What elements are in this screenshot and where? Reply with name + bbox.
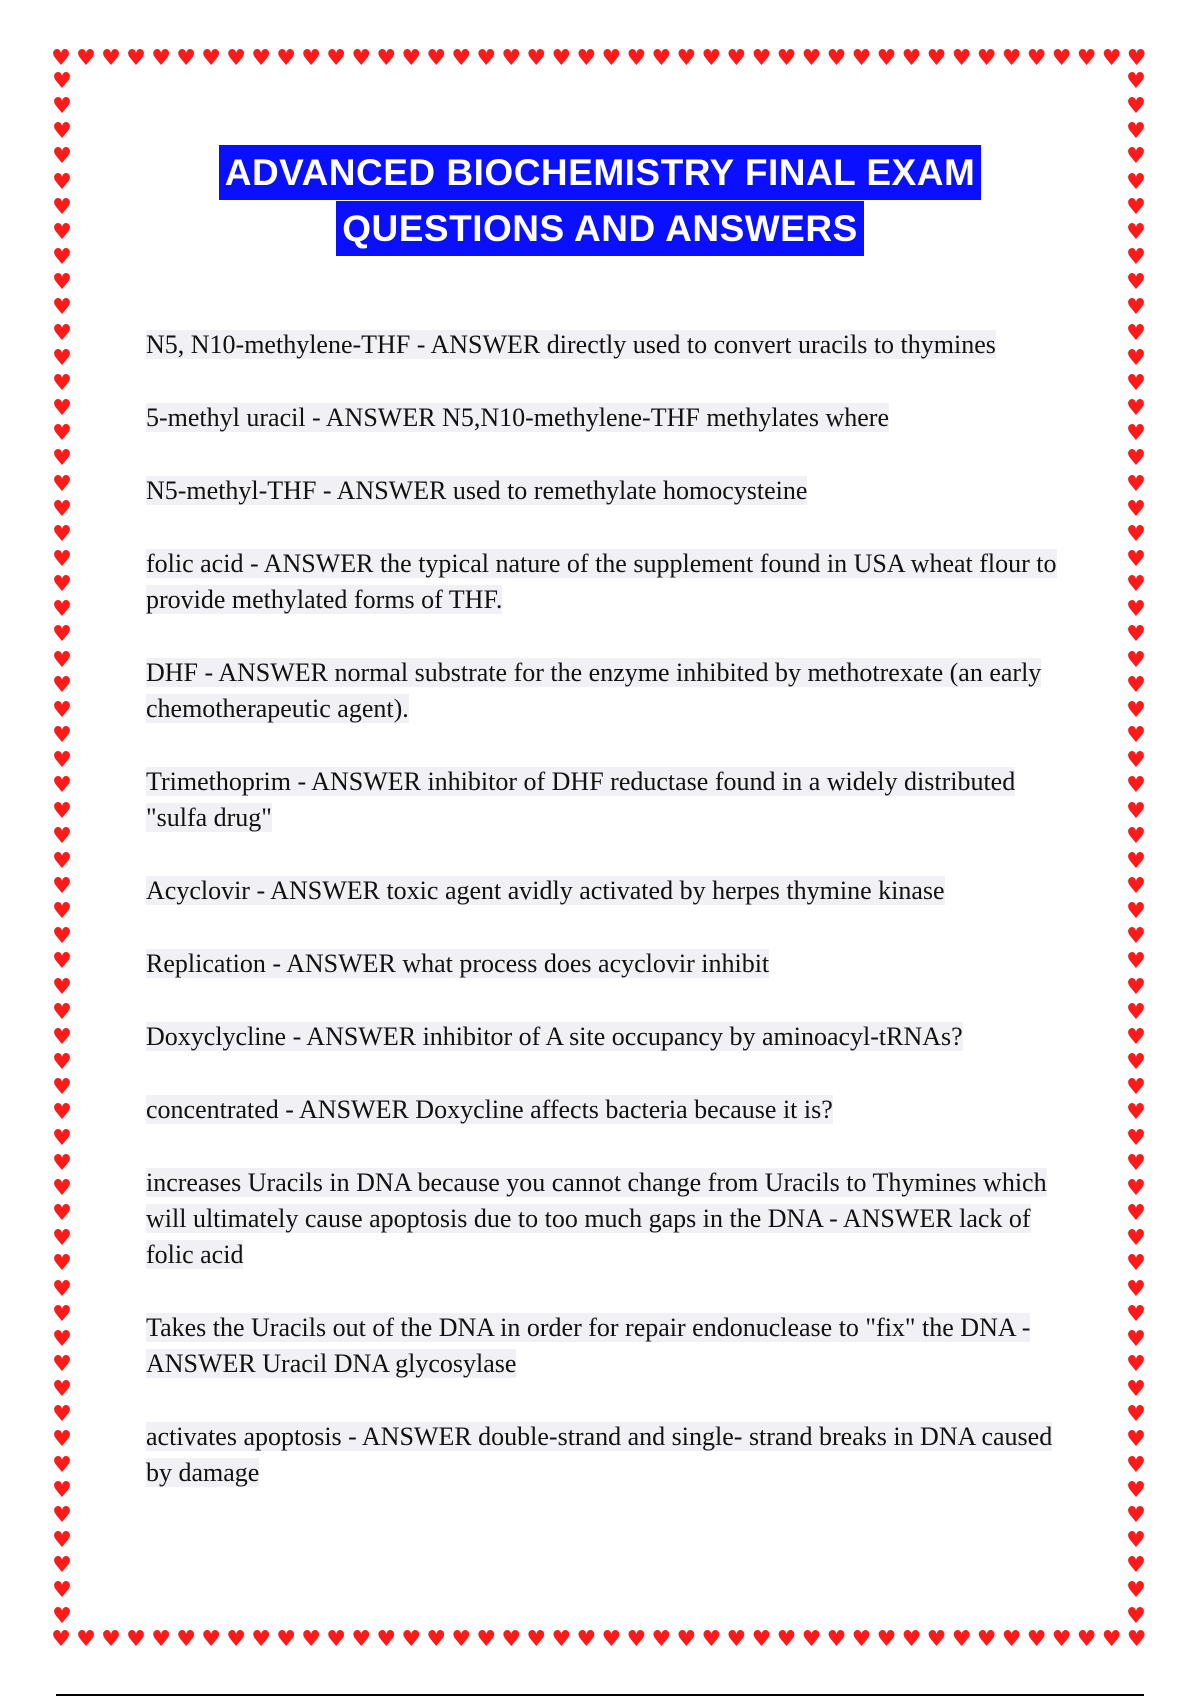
heart-icon: ♥	[1126, 295, 1146, 321]
qa-item-text: DHF - ANSWER normal substrate for the enzyme inhibited by methotrexate (an early chemotherapeutic agent).	[146, 658, 1042, 723]
qa-item	[146, 1165, 1066, 1273]
heart-icon: ♥	[751, 46, 772, 71]
heart-icon: ♥	[1126, 1452, 1146, 1478]
heart-icon: ♥	[251, 46, 271, 71]
heart-icon: ♥	[701, 1627, 722, 1652]
qa-item	[146, 764, 1066, 836]
heart-icon: ♥	[52, 1427, 72, 1453]
heart-icon: ♥	[52, 1050, 72, 1076]
heart-icon: ♥	[301, 46, 322, 71]
heart-icon: ♥	[1126, 974, 1146, 1000]
heart-icon: ♥	[52, 94, 72, 120]
heart-icon: ♥	[926, 46, 947, 71]
heart-icon: ♥	[1126, 496, 1146, 522]
heart-icon: ♥	[52, 697, 72, 723]
heart-icon: ♥	[376, 1627, 397, 1652]
heart-icon: ♥	[1076, 1627, 1097, 1652]
qa-item	[146, 327, 1066, 363]
heart-icon: ♥	[52, 1301, 72, 1327]
heart-icon: ♥	[52, 924, 72, 950]
heart-icon: ♥	[276, 46, 296, 71]
heart-icon: ♥	[976, 1627, 997, 1652]
heart-icon: ♥	[52, 1201, 72, 1227]
heart-icon: ♥	[52, 270, 72, 296]
heart-icon: ♥	[351, 1627, 372, 1652]
heart-icon: ♥	[401, 46, 422, 71]
heart-icon: ♥	[1126, 999, 1146, 1025]
heart-icon: ♥	[52, 1251, 72, 1277]
heart-icon: ♥	[1001, 1627, 1022, 1652]
heart-icon: ♥	[751, 1627, 772, 1652]
heart-icon: ♥	[52, 1226, 72, 1252]
heart-icon: ♥	[1126, 899, 1146, 925]
heart-icon: ♥	[52, 748, 72, 774]
heart-icon: ♥	[1126, 1377, 1146, 1403]
qa-item-text: activates apoptosis - ANSWER double-strand and single- strand breaks in DNA caused by damage	[146, 1422, 1053, 1487]
heart-icon: ♥	[52, 496, 72, 522]
heart-icon: ♥	[52, 647, 72, 673]
heart-icon: ♥	[726, 46, 747, 71]
qa-item-text: Trimethoprim - ANSWER inhibitor of DHF reductase found in a widely distributed "sulfa drug"	[146, 767, 1016, 832]
heart-icon: ♥	[576, 1627, 597, 1652]
heart-icon: ♥	[126, 46, 146, 71]
qa-item	[146, 546, 1066, 618]
heart-icon: ♥	[451, 46, 472, 71]
heart-icon: ♥	[1126, 1075, 1146, 1101]
heart-icon: ♥	[52, 798, 72, 824]
qa-list	[146, 327, 1066, 1528]
heart-icon: ♥	[52, 1351, 72, 1377]
heart-icon: ♥	[52, 1477, 72, 1503]
heart-icon: ♥	[52, 370, 72, 396]
heart-icon: ♥	[52, 1377, 72, 1403]
heart-icon: ♥	[1051, 46, 1072, 71]
heart-icon: ♥	[52, 572, 72, 598]
heart-icon: ♥	[651, 46, 672, 71]
heart-icon: ♥	[51, 46, 71, 71]
heart-icon: ♥	[1051, 1627, 1072, 1652]
heart-icon: ♥	[52, 169, 72, 195]
heart-icon: ♥	[1126, 169, 1146, 195]
heart-icon: ♥	[1126, 194, 1146, 220]
heart-icon: ♥	[1126, 396, 1146, 422]
heart-icon: ♥	[1026, 1627, 1047, 1652]
heart-icon: ♥	[601, 46, 622, 71]
qa-item-text: folic acid - ANSWER the typical nature of the supplement found in USA wheat flour to provide methylated forms of THF.	[146, 549, 1057, 614]
page-title-line-1: ADVANCED BIOCHEMISTRY FINAL EXAM	[219, 145, 982, 200]
heart-icon: ♥	[52, 672, 72, 698]
heart-icon: ♥	[451, 1627, 472, 1652]
heart-icon: ♥	[52, 1528, 72, 1554]
heart-border-right	[1124, 71, 1148, 1628]
heart-icon: ♥	[551, 46, 572, 71]
heart-icon: ♥	[1126, 572, 1146, 598]
heart-icon: ♥	[976, 46, 997, 71]
heart-icon: ♥	[826, 1627, 847, 1652]
heart-icon: ♥	[526, 1627, 547, 1652]
heart-icon: ♥	[101, 1627, 121, 1652]
heart-icon: ♥	[401, 1627, 422, 1652]
heart-icon: ♥	[52, 144, 72, 170]
heart-icon: ♥	[52, 773, 72, 799]
heart-icon: ♥	[76, 46, 96, 71]
heart-icon: ♥	[1126, 1553, 1146, 1579]
heart-icon: ♥	[226, 46, 246, 71]
heart-icon: ♥	[151, 46, 171, 71]
heart-icon: ♥	[1126, 1578, 1146, 1604]
heart-icon: ♥	[1126, 748, 1146, 774]
heart-icon: ♥	[52, 295, 72, 321]
heart-icon: ♥	[1126, 1125, 1146, 1151]
heart-icon: ♥	[52, 823, 72, 849]
heart-icon: ♥	[1126, 345, 1146, 371]
heart-icon: ♥	[52, 1452, 72, 1478]
qa-item	[146, 1019, 1066, 1055]
heart-icon: ♥	[1126, 1201, 1146, 1227]
heart-icon: ♥	[126, 1627, 146, 1652]
heart-icon: ♥	[476, 1627, 497, 1652]
heart-icon: ♥	[1101, 1627, 1122, 1652]
heart-icon: ♥	[851, 1627, 872, 1652]
qa-item	[146, 1419, 1066, 1491]
heart-icon: ♥	[901, 46, 922, 71]
heart-icon: ♥	[1126, 219, 1146, 245]
heart-icon: ♥	[1126, 245, 1146, 271]
heart-icon: ♥	[52, 396, 72, 422]
heart-icon: ♥	[101, 46, 121, 71]
heart-icon: ♥	[52, 1100, 72, 1126]
qa-item-text: concentrated - ANSWER Doxycline affects bacteria because it is?	[146, 1095, 833, 1124]
heart-icon: ♥	[1126, 119, 1146, 145]
heart-icon: ♥	[52, 245, 72, 271]
qa-item	[146, 1310, 1066, 1382]
heart-icon: ♥	[926, 1627, 947, 1652]
qa-item-text: N5-methyl-THF - ANSWER used to remethylate homocysteine	[146, 476, 808, 505]
heart-icon: ♥	[501, 1627, 522, 1652]
heart-icon: ♥	[1101, 46, 1122, 71]
qa-item	[146, 655, 1066, 727]
heart-icon: ♥	[1126, 672, 1146, 698]
heart-icon: ♥	[876, 46, 897, 71]
heart-icon: ♥	[1126, 697, 1146, 723]
heart-icon: ♥	[676, 1627, 697, 1652]
heart-icon: ♥	[52, 446, 72, 472]
heart-icon: ♥	[52, 723, 72, 749]
heart-icon: ♥	[1126, 798, 1146, 824]
heart-icon: ♥	[326, 46, 347, 71]
heart-icon: ♥	[1126, 69, 1146, 94]
heart-icon: ♥	[52, 1175, 72, 1201]
heart-icon: ♥	[1126, 1528, 1146, 1554]
heart-icon: ♥	[1126, 144, 1146, 170]
heart-icon: ♥	[1126, 773, 1146, 799]
heart-icon: ♥	[626, 1627, 647, 1652]
heart-icon: ♥	[1126, 1402, 1146, 1428]
heart-icon: ♥	[52, 974, 72, 1000]
heart-icon: ♥	[251, 1627, 271, 1652]
qa-item-text: Doxyclycline - ANSWER inhibitor of A site occupancy by aminoacyl-tRNAs?	[146, 1022, 963, 1051]
heart-icon: ♥	[52, 1553, 72, 1579]
heart-icon: ♥	[1126, 874, 1146, 899]
heart-icon: ♥	[52, 848, 72, 874]
heart-icon: ♥	[52, 219, 72, 245]
heart-icon: ♥	[501, 46, 522, 71]
heart-icon: ♥	[1026, 46, 1047, 71]
heart-icon: ♥	[52, 622, 72, 648]
heart-icon: ♥	[176, 1627, 196, 1652]
footer-divider	[56, 1694, 1144, 1696]
heart-icon: ♥	[52, 546, 72, 572]
qa-item-text: 5-methyl uracil - ANSWER N5,N10-methylene-THF methylates where	[146, 403, 889, 432]
heart-icon: ♥	[851, 46, 872, 71]
heart-icon: ♥	[52, 1075, 72, 1101]
heart-icon: ♥	[76, 1627, 96, 1652]
heart-icon: ♥	[52, 1276, 72, 1302]
heart-icon: ♥	[52, 320, 72, 346]
heart-icon: ♥	[52, 1024, 72, 1050]
heart-icon: ♥	[1126, 597, 1146, 623]
heart-icon: ♥	[52, 1402, 72, 1428]
heart-icon: ♥	[551, 1627, 572, 1652]
heart-icon: ♥	[1126, 1326, 1146, 1352]
heart-icon: ♥	[52, 471, 72, 497]
heart-icon: ♥	[52, 1125, 72, 1151]
heart-icon: ♥	[351, 46, 372, 71]
heart-icon: ♥	[52, 119, 72, 145]
heart-icon: ♥	[576, 46, 597, 71]
heart-icon: ♥	[201, 1627, 221, 1652]
heart-icon: ♥	[1126, 1301, 1146, 1327]
heart-icon: ♥	[52, 194, 72, 220]
heart-icon: ♥	[801, 1627, 822, 1652]
heart-icon: ♥	[1126, 848, 1146, 874]
heart-icon: ♥	[52, 999, 72, 1025]
heart-icon: ♥	[1126, 1477, 1146, 1503]
heart-icon: ♥	[276, 1627, 296, 1652]
heart-icon: ♥	[52, 899, 72, 925]
heart-icon: ♥	[1126, 270, 1146, 296]
heart-icon: ♥	[1126, 1226, 1146, 1252]
heart-icon: ♥	[176, 46, 196, 71]
heart-icon: ♥	[426, 46, 447, 71]
heart-border-bottom	[50, 1628, 1148, 1652]
heart-icon: ♥	[52, 345, 72, 371]
heart-icon: ♥	[51, 1627, 71, 1652]
heart-icon: ♥	[1126, 949, 1146, 975]
heart-icon: ♥	[476, 46, 497, 71]
heart-icon: ♥	[426, 1627, 447, 1652]
heart-icon: ♥	[1126, 471, 1146, 497]
heart-border-top	[50, 47, 1148, 71]
heart-icon: ♥	[801, 46, 822, 71]
heart-icon: ♥	[1126, 1627, 1147, 1652]
heart-icon: ♥	[1126, 1502, 1146, 1528]
page-title-line-2: QUESTIONS AND ANSWERS	[336, 201, 864, 256]
heart-icon: ♥	[1126, 647, 1146, 673]
heart-icon: ♥	[1126, 1100, 1146, 1126]
heart-icon: ♥	[1126, 622, 1146, 648]
heart-icon: ♥	[1126, 723, 1146, 749]
heart-icon: ♥	[1126, 370, 1146, 396]
heart-icon: ♥	[1126, 924, 1146, 950]
heart-icon: ♥	[1126, 1603, 1146, 1629]
heart-icon: ♥	[776, 1627, 797, 1652]
heart-icon: ♥	[1126, 1351, 1146, 1377]
heart-icon: ♥	[776, 46, 797, 71]
heart-icon: ♥	[676, 46, 697, 71]
heart-icon: ♥	[1126, 546, 1146, 572]
heart-icon: ♥	[52, 1603, 72, 1629]
heart-icon: ♥	[876, 1627, 897, 1652]
qa-item-text: Acyclovir - ANSWER toxic agent avidly activated by herpes thymine kinase	[146, 876, 945, 905]
heart-icon: ♥	[1126, 46, 1147, 71]
qa-item-text: Replication - ANSWER what process does acyclovir inhibit	[146, 949, 770, 978]
qa-item	[146, 873, 1066, 909]
qa-item-text: increases Uracils in DNA because you cannot change from Uracils to Thymines which will ultimately cause apoptosis due to too much gaps in the DNA - ANSWER lack of folic acid	[146, 1168, 1047, 1269]
heart-icon: ♥	[52, 1502, 72, 1528]
qa-item	[146, 946, 1066, 982]
heart-icon: ♥	[1126, 823, 1146, 849]
heart-icon: ♥	[52, 1150, 72, 1176]
heart-icon: ♥	[376, 46, 397, 71]
heart-icon: ♥	[1126, 1427, 1146, 1453]
qa-item-text: Takes the Uracils out of the DNA in order for repair endonuclease to "fix" the DNA - ANSWER Uracil DNA glycosylase	[146, 1313, 1031, 1378]
heart-icon: ♥	[701, 46, 722, 71]
heart-icon: ♥	[1126, 446, 1146, 472]
heart-icon: ♥	[52, 69, 72, 94]
heart-icon: ♥	[1126, 1150, 1146, 1176]
heart-icon: ♥	[1126, 1024, 1146, 1050]
heart-icon: ♥	[201, 46, 221, 71]
heart-icon: ♥	[1001, 46, 1022, 71]
heart-icon: ♥	[1126, 421, 1146, 447]
heart-icon: ♥	[1126, 521, 1146, 547]
heart-icon: ♥	[1126, 320, 1146, 346]
heart-icon: ♥	[626, 46, 647, 71]
page-title	[0, 145, 1200, 257]
heart-icon: ♥	[826, 46, 847, 71]
heart-icon: ♥	[52, 1578, 72, 1604]
heart-icon: ♥	[151, 1627, 171, 1652]
heart-icon: ♥	[901, 1627, 922, 1652]
heart-border-left	[50, 71, 74, 1628]
qa-item	[146, 400, 1066, 436]
qa-item	[146, 1092, 1066, 1128]
qa-item	[146, 473, 1066, 509]
heart-icon: ♥	[52, 874, 72, 899]
qa-item-text: N5, N10-methylene-THF - ANSWER directly used to convert uracils to thymines	[146, 330, 996, 359]
heart-icon: ♥	[226, 1627, 246, 1652]
heart-icon: ♥	[52, 521, 72, 547]
heart-icon: ♥	[526, 46, 547, 71]
heart-icon: ♥	[1126, 1251, 1146, 1277]
heart-icon: ♥	[301, 1627, 322, 1652]
heart-icon: ♥	[651, 1627, 672, 1652]
heart-icon: ♥	[601, 1627, 622, 1652]
heart-icon: ♥	[52, 597, 72, 623]
heart-icon: ♥	[1126, 1276, 1146, 1302]
heart-icon: ♥	[1076, 46, 1097, 71]
heart-icon: ♥	[326, 1627, 347, 1652]
heart-icon: ♥	[52, 421, 72, 447]
heart-icon: ♥	[951, 1627, 972, 1652]
heart-icon: ♥	[951, 46, 972, 71]
heart-icon: ♥	[1126, 1050, 1146, 1076]
heart-icon: ♥	[52, 949, 72, 975]
heart-icon: ♥	[1126, 94, 1146, 120]
heart-icon: ♥	[726, 1627, 747, 1652]
heart-icon: ♥	[52, 1326, 72, 1352]
heart-icon: ♥	[1126, 1175, 1146, 1201]
